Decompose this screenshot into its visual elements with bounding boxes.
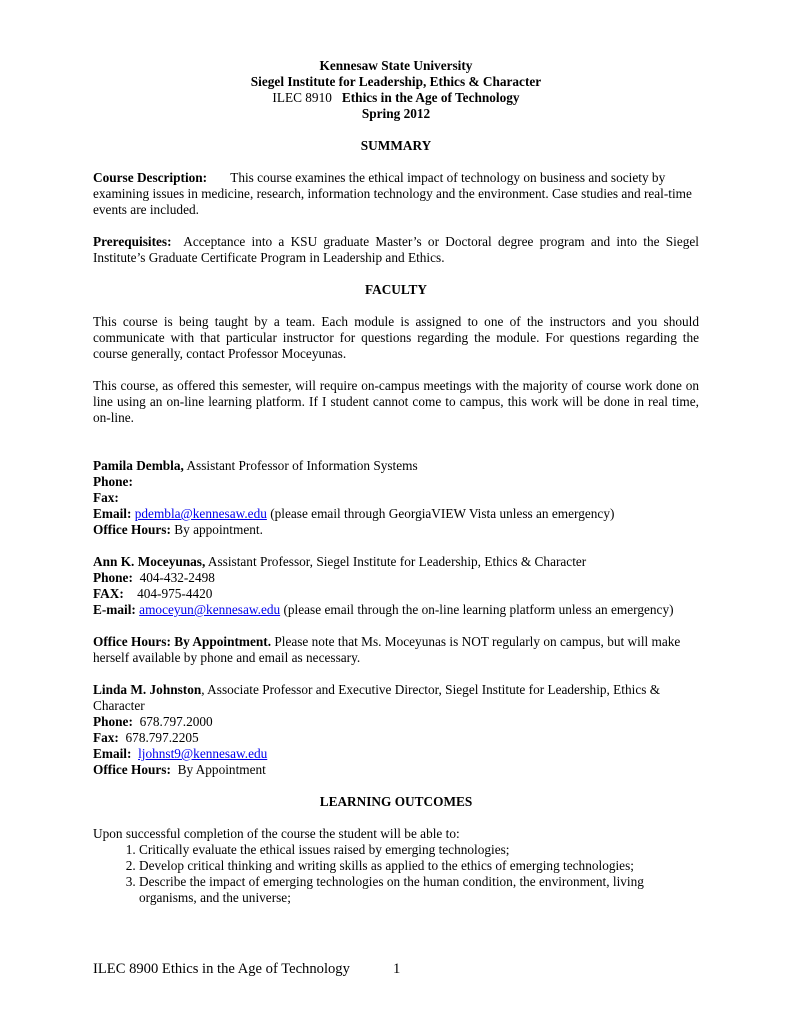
johnston-hours: By Appointment bbox=[177, 762, 266, 777]
dembla-email-label: Email: bbox=[93, 506, 132, 521]
moceyunas-phone-label: Phone: bbox=[93, 570, 133, 585]
faculty-dembla bbox=[93, 458, 699, 538]
johnston-fax: 678.797.2205 bbox=[125, 730, 199, 745]
dembla-hours-label: Office Hours: bbox=[93, 522, 171, 537]
moceyunas-fax: 404-975-4420 bbox=[137, 586, 213, 601]
list-item: 2. Develop critical thinking and writing skills as applied to the ethics of emerging technologies; bbox=[139, 858, 699, 874]
moceyunas-email-link[interactable]: amoceyun@kennesaw.edu bbox=[139, 602, 281, 617]
document-page bbox=[93, 58, 699, 906]
footer-text: ILEC 8900 Ethics in the Age of Technology bbox=[93, 961, 350, 977]
johnston-phone-label: Phone: bbox=[93, 714, 133, 729]
moceyunas-email-label: E-mail: bbox=[93, 602, 136, 617]
prerequisites-label: Prerequisites: bbox=[93, 234, 172, 249]
list-item: 1. Critically evaluate the ethical issues raised by emerging technologies; bbox=[139, 842, 699, 858]
dembla-fax-label: Fax: bbox=[93, 490, 119, 505]
johnston-title: , Associate Professor and Executive Director, Siegel Institute for Leadership, Ethics & Character bbox=[93, 682, 661, 713]
johnston-fax-label: Fax: bbox=[93, 730, 119, 745]
moceyunas-office-hours bbox=[93, 634, 699, 666]
outcomes-list bbox=[93, 842, 699, 906]
moceyunas-title: Assistant Professor, Siegel Institute for Leadership, Ethics & Character bbox=[207, 554, 587, 569]
page-footer bbox=[93, 961, 401, 977]
document-header bbox=[93, 58, 699, 122]
johnston-phone: 678.797.2000 bbox=[139, 714, 213, 729]
moceyunas-hours-label: Office Hours: By Appointment. bbox=[93, 634, 272, 649]
johnston-name: Linda M. Johnston bbox=[93, 682, 202, 697]
moceyunas-hours-note: Please note that Ms. Moceyunas is NOT regularly on campus, but will make herself available by phone and email as necessary. bbox=[93, 634, 681, 665]
page-number: 1 bbox=[393, 961, 401, 977]
course-description bbox=[93, 170, 699, 218]
faculty-moceyunas bbox=[93, 554, 699, 618]
moceyunas-phone: 404-432-2498 bbox=[139, 570, 215, 585]
institute-name: Siegel Institute for Leadership, Ethics & Character bbox=[250, 74, 542, 89]
faculty-paragraph-2: This course, as offered this semester, will require on-campus meetings with the majority of course work done on line using an on-line learning platform. If I student cannot come to campus, this work will be done in real time, on-line. bbox=[93, 378, 699, 425]
university-name: Kennesaw State University bbox=[319, 58, 473, 73]
outcomes-heading: LEARNING OUTCOMES bbox=[319, 794, 473, 809]
course-name: Ethics in the Age of Technology bbox=[341, 90, 520, 105]
dembla-phone-label: Phone: bbox=[93, 474, 133, 489]
faculty-johnston bbox=[93, 682, 699, 778]
dembla-email-link[interactable]: pdembla@kennesaw.edu bbox=[134, 506, 267, 521]
course-description-label: Course Description: bbox=[93, 170, 208, 185]
outcomes-intro: Upon successful completion of the course the student will be able to: bbox=[93, 826, 460, 841]
johnston-hours-label: Office Hours: bbox=[93, 762, 171, 777]
johnston-email-label: Email: bbox=[93, 746, 132, 761]
moceyunas-fax-label: FAX: bbox=[93, 586, 124, 601]
dembla-hours: By appointment. bbox=[174, 522, 263, 537]
term: Spring 2012 bbox=[361, 106, 431, 121]
johnston-email-link[interactable]: ljohnst9@kennesaw.edu bbox=[138, 746, 268, 761]
course-code: ILEC 8910 bbox=[272, 90, 332, 105]
summary-heading: SUMMARY bbox=[360, 138, 432, 153]
moceyunas-name: Ann K. Moceyunas, bbox=[93, 554, 206, 569]
faculty-paragraph-1: This course is being taught by a team. Each module is assigned to one of the instructors and you should communicate with that particular instructor for questions regarding the module. For questions regarding the course generally, contact Professor Moceyunas. bbox=[93, 314, 699, 361]
moceyunas-email-note: (please email through the on-line learning platform unless an emergency) bbox=[283, 602, 674, 617]
list-item: 3. Describe the impact of emerging technologies on the human condition, the environment, living organisms, and the universe; bbox=[139, 874, 699, 906]
faculty-heading: FACULTY bbox=[364, 282, 428, 297]
course-description-text: This course examines the ethical impact of technology on business and society by examining issues in medicine, research, information technology and the environment. Case studies and real-time events are included. bbox=[93, 170, 692, 217]
dembla-title: Assistant Professor of Information Systems bbox=[186, 458, 418, 473]
dembla-email-note: (please email through GeorgiaVIEW Vista unless an emergency) bbox=[270, 506, 615, 521]
prerequisites-text: Acceptance into a KSU graduate Master’s or Doctoral degree program and into the Siegel Institute’s Graduate Certificate Program in Leadership and Ethics. bbox=[93, 234, 699, 265]
dembla-name: Pamila Dembla, bbox=[93, 458, 184, 473]
prerequisites bbox=[93, 234, 699, 266]
